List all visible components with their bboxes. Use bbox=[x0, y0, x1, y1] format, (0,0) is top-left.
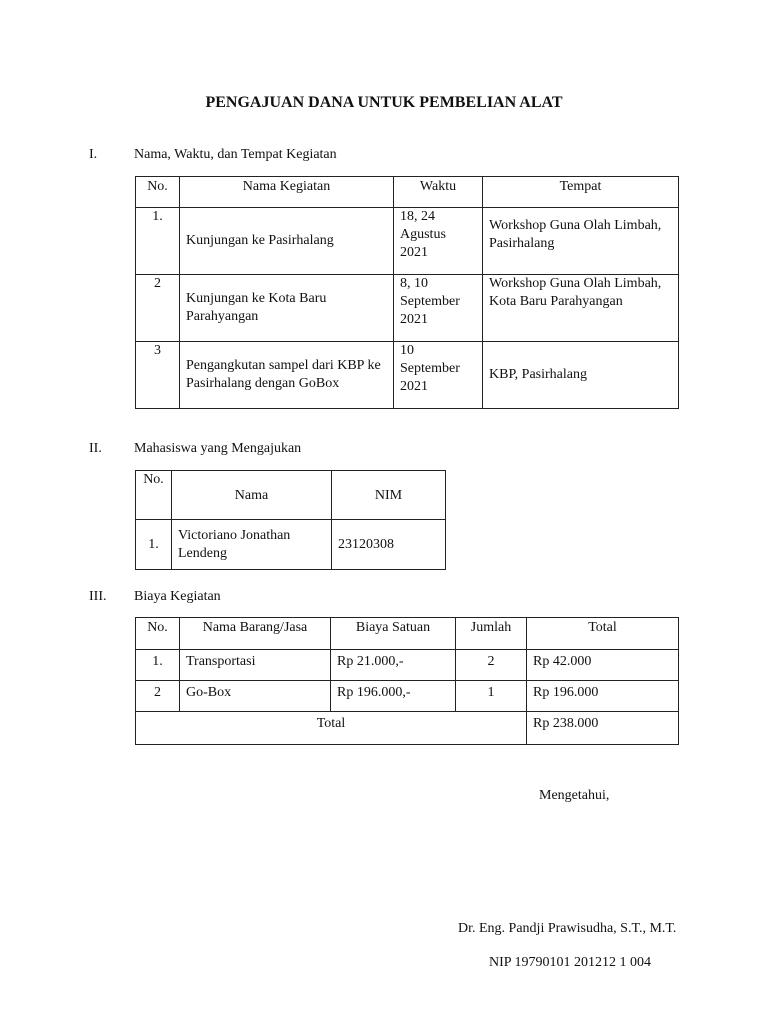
signatory-nip: NIP 19790101 201212 1 004 bbox=[489, 955, 652, 970]
section-3-title: Biaya Kegiatan bbox=[134, 589, 221, 604]
header-jumlah: Jumlah bbox=[456, 618, 527, 650]
row-total: Rp 196.000 bbox=[527, 681, 679, 712]
header-tempat: Tempat bbox=[483, 177, 679, 208]
header-biaya-satuan: Biaya Satuan bbox=[331, 618, 456, 650]
row-nama-kegiatan: Kunjungan ke Kota Baru Parahyangan bbox=[180, 275, 394, 342]
row-nama: Victoriano Jonathan Lendeng bbox=[172, 520, 332, 570]
signatory-name: Dr. Eng. Pandji Prawisudha, S.T., M.T. bbox=[458, 921, 677, 936]
row-nama-barang: Transportasi bbox=[180, 650, 331, 681]
header-nama-kegiatan: Nama Kegiatan bbox=[180, 177, 394, 208]
header-no: No. bbox=[136, 471, 172, 520]
cost-table bbox=[135, 617, 679, 745]
row-nama-kegiatan: Kunjungan ke Pasirhalang bbox=[180, 208, 394, 275]
row-waktu: 18, 24 Agustus 2021 bbox=[394, 208, 483, 275]
row-jumlah: 2 bbox=[456, 650, 527, 681]
row-no: 2 bbox=[136, 681, 180, 712]
section-3-number: III. bbox=[89, 589, 107, 604]
total-label: Total bbox=[136, 712, 527, 745]
total-value: Rp 238.000 bbox=[527, 712, 679, 745]
document-title: PENGAJUAN DANA UNTUK PEMBELIAN ALAT bbox=[205, 94, 563, 111]
row-nama-barang: Go-Box bbox=[180, 681, 331, 712]
signature-label: Mengetahui, bbox=[539, 788, 610, 803]
header-waktu: Waktu bbox=[394, 177, 483, 208]
student-table bbox=[135, 470, 446, 570]
header-total: Total bbox=[527, 618, 679, 650]
row-biaya-satuan: Rp 196.000,- bbox=[331, 681, 456, 712]
total-row bbox=[136, 712, 679, 745]
row-tempat: Workshop Guna Olah Limbah, Kota Baru Parahyangan bbox=[483, 275, 679, 342]
header-nama: Nama bbox=[172, 471, 332, 520]
table-header-row bbox=[136, 177, 679, 208]
row-nim: 23120308 bbox=[332, 520, 446, 570]
table-header-row bbox=[136, 471, 446, 520]
table-header-row bbox=[136, 618, 679, 650]
table-row bbox=[136, 650, 679, 681]
table-row bbox=[136, 275, 679, 342]
row-no: 1. bbox=[136, 650, 180, 681]
section-1-number: I. bbox=[89, 147, 98, 162]
activity-table bbox=[135, 176, 679, 409]
table-row bbox=[136, 342, 679, 409]
row-no: 3 bbox=[136, 342, 180, 409]
header-no: No. bbox=[136, 618, 180, 650]
section-2-number: II. bbox=[89, 441, 102, 456]
row-nama-kegiatan: Pengangkutan sampel dari KBP ke Pasirhalang dengan GoBox bbox=[180, 342, 394, 409]
row-tempat: KBP, Pasirhalang bbox=[483, 342, 679, 409]
row-jumlah: 1 bbox=[456, 681, 527, 712]
row-waktu: 10 September 2021 bbox=[394, 342, 483, 409]
table-row bbox=[136, 520, 446, 570]
section-1-title: Nama, Waktu, dan Tempat Kegiatan bbox=[134, 147, 337, 162]
section-2-title: Mahasiswa yang Mengajukan bbox=[134, 441, 302, 456]
row-no: 1. bbox=[136, 520, 172, 570]
row-tempat: Workshop Guna Olah Limbah, Pasirhalang bbox=[483, 208, 679, 275]
header-nim: NIM bbox=[332, 471, 446, 520]
row-no: 2 bbox=[136, 275, 180, 342]
row-no: 1. bbox=[136, 208, 180, 275]
table-row bbox=[136, 208, 679, 275]
row-waktu: 8, 10 September 2021 bbox=[394, 275, 483, 342]
table-row bbox=[136, 681, 679, 712]
row-total: Rp 42.000 bbox=[527, 650, 679, 681]
header-no: No. bbox=[136, 177, 180, 208]
header-nama-barang: Nama Barang/Jasa bbox=[180, 618, 331, 650]
row-biaya-satuan: Rp 21.000,- bbox=[331, 650, 456, 681]
